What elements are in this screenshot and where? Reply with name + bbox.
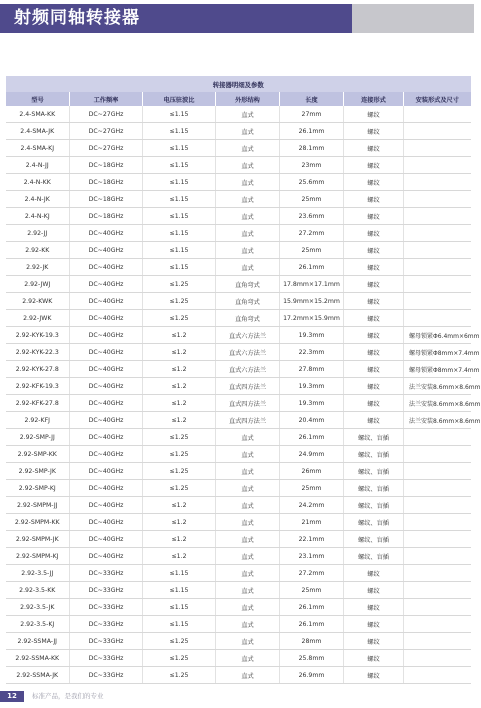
table-cell: ≤1.15 <box>143 616 216 633</box>
table-cell: 螺纹、盲插 <box>344 514 404 531</box>
table-row <box>6 616 471 633</box>
table-cell: 螺纹 <box>344 174 404 191</box>
table-cell: 直式 <box>216 565 280 582</box>
table-header-row <box>6 92 471 106</box>
table-row <box>6 429 471 446</box>
table-cell: 2.92-SMPM-KJ <box>6 548 70 565</box>
table-cell: ≤1.15 <box>143 174 216 191</box>
table-cell <box>404 259 471 276</box>
table-row <box>6 123 471 140</box>
table-cell: 法兰安装8.6mm×8.6mm <box>404 378 471 395</box>
table-cell: 螺纹 <box>344 378 404 395</box>
column-header: 连接形式 <box>344 92 404 106</box>
column-header: 外形结构 <box>216 92 280 106</box>
table-cell: 直式 <box>216 514 280 531</box>
table-cell <box>404 548 471 565</box>
table-cell: 螺纹 <box>344 140 404 157</box>
table-cell: DC~27GHz <box>70 123 143 140</box>
table-cell: 螺纹、盲插 <box>344 497 404 514</box>
table-cell: 直角弯式 <box>216 276 280 293</box>
table-cell: 螺纹、盲插 <box>344 480 404 497</box>
table-cell: 25mm <box>280 191 344 208</box>
table-cell: 26.1mm <box>280 616 344 633</box>
table-cell: ≤1.15 <box>143 157 216 174</box>
table-cell: 2.92-KYK-19.3 <box>6 327 70 344</box>
table-row <box>6 106 471 123</box>
table-cell: 直式 <box>216 140 280 157</box>
table-cell: 26.9mm <box>280 667 344 684</box>
table-cell: 螺纹 <box>344 667 404 684</box>
table-cell: 螺纹、盲插 <box>344 429 404 446</box>
table-cell: 螺纹 <box>344 276 404 293</box>
table-cell: 直式六方法兰 <box>216 327 280 344</box>
table-cell: 直式 <box>216 106 280 123</box>
table-cell: ≤1.25 <box>143 463 216 480</box>
table-cell: 螺纹 <box>344 412 404 429</box>
table-cell: DC~40GHz <box>70 242 143 259</box>
table-row <box>6 174 471 191</box>
table-cell: DC~40GHz <box>70 514 143 531</box>
table-cell <box>404 480 471 497</box>
table-cell: 2.92-SSMA-JJ <box>6 633 70 650</box>
table-cell: ≤1.15 <box>143 106 216 123</box>
table-row <box>6 633 471 650</box>
table-cell: 直式六方法兰 <box>216 344 280 361</box>
table-cell: 直式 <box>216 633 280 650</box>
table-row <box>6 565 471 582</box>
table-cell: 螺纹 <box>344 157 404 174</box>
table-cell: 2.4-SMA-KK <box>6 106 70 123</box>
table-cell: 2.92-3.5-KK <box>6 582 70 599</box>
table-cell: 25mm <box>280 582 344 599</box>
table-cell <box>404 191 471 208</box>
table-cell <box>404 463 471 480</box>
page-title: 射频同轴转接器 <box>14 8 140 28</box>
table-row <box>6 191 471 208</box>
table-cell: 螺纹 <box>344 395 404 412</box>
table-cell: 2.92-JWK <box>6 310 70 327</box>
table-cell: 螺纹 <box>344 327 404 344</box>
spec-table-container <box>5 76 481 684</box>
table-row <box>6 599 471 616</box>
table-cell: DC~40GHz <box>70 259 143 276</box>
table-cell: DC~40GHz <box>70 395 143 412</box>
table-cell: DC~18GHz <box>70 191 143 208</box>
table-cell: ≤1.25 <box>143 446 216 463</box>
table-cell <box>404 497 471 514</box>
table-cell: DC~18GHz <box>70 157 143 174</box>
table-row <box>6 140 471 157</box>
table-cell: 2.4-N-JJ <box>6 157 70 174</box>
table-cell: 螺纹 <box>344 582 404 599</box>
table-cell: 15.9mm×15.2mm <box>280 293 344 310</box>
table-cell: DC~40GHz <box>70 293 143 310</box>
table-cell: 2.92-KWK <box>6 293 70 310</box>
table-cell: DC~40GHz <box>70 310 143 327</box>
table-row <box>6 480 471 497</box>
table-cell <box>404 599 471 616</box>
table-cell: DC~40GHz <box>70 276 143 293</box>
table-cell <box>404 293 471 310</box>
table-cell: DC~40GHz <box>70 480 143 497</box>
table-cell: DC~40GHz <box>70 344 143 361</box>
table-cell: 螺母锁紧Φ6.4mm×6mm <box>404 327 471 344</box>
table-cell: 直式四方法兰 <box>216 378 280 395</box>
table-cell: 螺纹 <box>344 650 404 667</box>
table-cell: DC~33GHz <box>70 565 143 582</box>
table-cell: 2.92-KYK-27.8 <box>6 361 70 378</box>
table-cell <box>404 310 471 327</box>
table-cell: 螺纹 <box>344 106 404 123</box>
table-cell: 2.4-SMA-JK <box>6 123 70 140</box>
table-row <box>6 361 471 378</box>
table-cell: 26.1mm <box>280 123 344 140</box>
table-cell <box>404 446 471 463</box>
table-cell: 22.1mm <box>280 531 344 548</box>
table-cell: DC~27GHz <box>70 106 143 123</box>
table-row <box>6 293 471 310</box>
table-cell: 直式 <box>216 463 280 480</box>
table-cell: DC~40GHz <box>70 497 143 514</box>
table-cell: ≤1.2 <box>143 378 216 395</box>
footer-slogan: 标准产品，是我们的专业 <box>32 692 104 700</box>
table-cell: 27.2mm <box>280 225 344 242</box>
table-cell: ≤1.15 <box>143 140 216 157</box>
table-cell: ≤1.2 <box>143 531 216 548</box>
table-cell <box>404 633 471 650</box>
table-row <box>6 531 471 548</box>
table-cell: ≤1.25 <box>143 633 216 650</box>
table-cell: 27mm <box>280 106 344 123</box>
table-cell: 螺纹、盲插 <box>344 531 404 548</box>
table-cell: DC~27GHz <box>70 140 143 157</box>
column-header: 长度 <box>280 92 344 106</box>
table-cell: ≤1.15 <box>143 582 216 599</box>
table-cell: 直式 <box>216 174 280 191</box>
table-cell: 直式 <box>216 157 280 174</box>
column-header: 电压驻波比 <box>143 92 216 106</box>
table-cell: 螺纹 <box>344 616 404 633</box>
table-cell <box>404 174 471 191</box>
table-cell <box>404 531 471 548</box>
table-cell <box>404 650 471 667</box>
table-cell: 2.92-JWJ <box>6 276 70 293</box>
table-cell <box>404 514 471 531</box>
table-cell: DC~40GHz <box>70 463 143 480</box>
table-cell <box>404 123 471 140</box>
table-cell: 2.4-N-KJ <box>6 208 70 225</box>
table-cell <box>404 106 471 123</box>
table-cell: ≤1.25 <box>143 276 216 293</box>
table-cell: 螺纹 <box>344 191 404 208</box>
table-cell: DC~40GHz <box>70 446 143 463</box>
table-cell: 2.92-KFJ <box>6 412 70 429</box>
table-cell: DC~18GHz <box>70 208 143 225</box>
table-cell: 螺纹、盲插 <box>344 548 404 565</box>
table-cell: 2.92-SSMA-JK <box>6 667 70 684</box>
table-cell: 直式 <box>216 429 280 446</box>
table-cell: 2.92-SMP-KJ <box>6 480 70 497</box>
table-cell: 2.92-SMPM-JJ <box>6 497 70 514</box>
table-cell: 螺纹 <box>344 599 404 616</box>
table-cell <box>404 140 471 157</box>
table-cell: 27.2mm <box>280 565 344 582</box>
table-cell: 法兰安装8.6mm×8.6mm <box>404 412 471 429</box>
table-cell: ≤1.15 <box>143 599 216 616</box>
table-cell: 直式六方法兰 <box>216 361 280 378</box>
table-cell <box>404 225 471 242</box>
table-cell: ≤1.2 <box>143 548 216 565</box>
table-cell: 19.3mm <box>280 327 344 344</box>
table-cell: 螺纹 <box>344 565 404 582</box>
page-number: 12 <box>0 691 24 702</box>
table-cell: DC~18GHz <box>70 174 143 191</box>
table-cell: 2.4-N-KK <box>6 174 70 191</box>
table-row <box>6 548 471 565</box>
table-cell: 2.92-SMPM-KK <box>6 514 70 531</box>
table-cell: 21mm <box>280 514 344 531</box>
table-cell <box>404 242 471 259</box>
table-cell: 直角弯式 <box>216 293 280 310</box>
table-row <box>6 446 471 463</box>
table-cell: DC~40GHz <box>70 378 143 395</box>
table-row <box>6 310 471 327</box>
column-header: 工作频率 <box>70 92 143 106</box>
table-cell: 25mm <box>280 242 344 259</box>
table-cell: DC~40GHz <box>70 531 143 548</box>
table-cell: ≤1.2 <box>143 412 216 429</box>
table-cell: 17.2mm×15.9mm <box>280 310 344 327</box>
table-cell: 20.4mm <box>280 412 344 429</box>
table-cell: ≤1.2 <box>143 497 216 514</box>
table-cell: 2.92-KK <box>6 242 70 259</box>
table-cell: 螺纹、盲插 <box>344 446 404 463</box>
page-banner <box>0 4 352 33</box>
table-cell: 直式 <box>216 599 280 616</box>
table-cell <box>404 276 471 293</box>
table-cell: 螺纹 <box>344 344 404 361</box>
table-cell: ≤1.25 <box>143 293 216 310</box>
table-cell: 24.2mm <box>280 497 344 514</box>
table-cell: ≤1.15 <box>143 565 216 582</box>
table-cell: 直式 <box>216 582 280 599</box>
table-cell: 直式 <box>216 259 280 276</box>
table-cell: 26.1mm <box>280 259 344 276</box>
table-cell: 24.9mm <box>280 446 344 463</box>
table-cell: 25.6mm <box>280 174 344 191</box>
table-cell: 2.92-KFK-19.3 <box>6 378 70 395</box>
table-row <box>6 344 471 361</box>
table-cell: 直式 <box>216 531 280 548</box>
table-cell: 26mm <box>280 463 344 480</box>
table-cell: 2.92-SMP-JJ <box>6 429 70 446</box>
table-cell: 2.92-KFK-27.8 <box>6 395 70 412</box>
table-cell: 直式 <box>216 616 280 633</box>
table-row <box>6 378 471 395</box>
table-cell: 直式 <box>216 650 280 667</box>
table-cell: 2.92-SMP-JK <box>6 463 70 480</box>
table-cell: 23mm <box>280 157 344 174</box>
table-cell: 2.4-SMA-KJ <box>6 140 70 157</box>
table-cell: 28.1mm <box>280 140 344 157</box>
table-row <box>6 514 471 531</box>
table-cell: ≤1.25 <box>143 650 216 667</box>
table-cell: 2.92-SMP-KK <box>6 446 70 463</box>
column-header: 型号 <box>6 92 70 106</box>
table-row <box>6 412 471 429</box>
table-cell: 螺纹 <box>344 242 404 259</box>
table-cell: ≤1.2 <box>143 327 216 344</box>
table-row <box>6 650 471 667</box>
table-cell: DC~33GHz <box>70 616 143 633</box>
table-row <box>6 582 471 599</box>
table-cell: 螺纹、盲插 <box>344 463 404 480</box>
table-cell: DC~40GHz <box>70 412 143 429</box>
table-cell: 2.4-N-JK <box>6 191 70 208</box>
table-cell: DC~33GHz <box>70 633 143 650</box>
table-cell: 26.1mm <box>280 599 344 616</box>
table-cell: 28mm <box>280 633 344 650</box>
table-cell: ≤1.2 <box>143 361 216 378</box>
table-cell: 直式 <box>216 667 280 684</box>
table-cell: ≤1.25 <box>143 480 216 497</box>
table-cell: ≤1.15 <box>143 191 216 208</box>
table-cell: 螺母锁紧Φ8mm×7.4mm <box>404 344 471 361</box>
table-cell: 2.92-3.5-JJ <box>6 565 70 582</box>
table-cell: 螺纹 <box>344 225 404 242</box>
table-cell <box>404 208 471 225</box>
table-cell: 螺纹 <box>344 208 404 225</box>
table-cell: ≤1.15 <box>143 225 216 242</box>
table-cell: 直角弯式 <box>216 310 280 327</box>
table-row <box>6 276 471 293</box>
banner-accent-bar <box>352 4 474 33</box>
column-header: 安装形式及尺寸 <box>404 92 471 106</box>
table-cell: ≤1.2 <box>143 395 216 412</box>
table-cell: 直式 <box>216 242 280 259</box>
table-cell: 螺纹 <box>344 633 404 650</box>
table-cell: 27.8mm <box>280 361 344 378</box>
table-cell: 螺母锁紧Φ8mm×7.4mm <box>404 361 471 378</box>
table-cell: DC~40GHz <box>70 225 143 242</box>
table-cell: DC~33GHz <box>70 582 143 599</box>
table-cell: ≤1.2 <box>143 514 216 531</box>
table-cell: DC~40GHz <box>70 548 143 565</box>
table-cell: 直式 <box>216 208 280 225</box>
table-cell: DC~40GHz <box>70 361 143 378</box>
table-cell: 25.8mm <box>280 650 344 667</box>
table-cell: 23.6mm <box>280 208 344 225</box>
table-cell: ≤1.25 <box>143 310 216 327</box>
table-cell: DC~40GHz <box>70 429 143 446</box>
table-row <box>6 259 471 276</box>
table-cell: 螺纹 <box>344 293 404 310</box>
table-cell: ≤1.15 <box>143 123 216 140</box>
table-cell <box>404 582 471 599</box>
page-footer <box>0 691 474 701</box>
table-cell: 直式四方法兰 <box>216 412 280 429</box>
table-cell: 螺纹 <box>344 123 404 140</box>
table-cell: DC~33GHz <box>70 599 143 616</box>
table-cell: 2.92-JJ <box>6 225 70 242</box>
table-cell: ≤1.15 <box>143 259 216 276</box>
table-caption: 转接器明细及参数 <box>6 76 471 92</box>
table-cell: DC~40GHz <box>70 327 143 344</box>
table-cell: 螺纹 <box>344 259 404 276</box>
spec-table <box>5 76 481 684</box>
table-cell: 2.92-SMPM-JK <box>6 531 70 548</box>
table-cell: 2.92-KYK-22.3 <box>6 344 70 361</box>
table-cell: DC~33GHz <box>70 650 143 667</box>
table-cell: 19.3mm <box>280 395 344 412</box>
table-cell: 2.92-3.5-KJ <box>6 616 70 633</box>
table-row <box>6 157 471 174</box>
table-cell: 2.92-3.5-JK <box>6 599 70 616</box>
table-row <box>6 463 471 480</box>
table-cell: 25mm <box>280 480 344 497</box>
table-cell: 直式 <box>216 480 280 497</box>
table-cell: 法兰安装8.6mm×8.6mm <box>404 395 471 412</box>
table-cell: 直式 <box>216 446 280 463</box>
table-cell: 直式 <box>216 123 280 140</box>
table-cell: ≤1.15 <box>143 208 216 225</box>
table-cell <box>404 157 471 174</box>
table-row <box>6 242 471 259</box>
table-cell: 2.92-SSMA-KK <box>6 650 70 667</box>
table-cell: 2.92-JK <box>6 259 70 276</box>
table-row <box>6 225 471 242</box>
table-cell: 19.3mm <box>280 378 344 395</box>
table-cell <box>404 667 471 684</box>
table-row <box>6 667 471 684</box>
table-cell: 螺纹 <box>344 310 404 327</box>
table-cell: 直式 <box>216 548 280 565</box>
table-row <box>6 327 471 344</box>
table-cell: ≤1.25 <box>143 667 216 684</box>
table-cell: 直式四方法兰 <box>216 395 280 412</box>
table-cell: 23.1mm <box>280 548 344 565</box>
table-cell: 26.1mm <box>280 429 344 446</box>
table-row <box>6 497 471 514</box>
table-cell: 直式 <box>216 497 280 514</box>
table-cell: 直式 <box>216 225 280 242</box>
table-cell <box>404 429 471 446</box>
table-cell: ≤1.15 <box>143 242 216 259</box>
table-cell: 直式 <box>216 191 280 208</box>
table-cell: ≤1.25 <box>143 429 216 446</box>
table-cell: 17.8mm×17.1mm <box>280 276 344 293</box>
table-cell <box>404 616 471 633</box>
table-row <box>6 395 471 412</box>
table-cell: 22.3mm <box>280 344 344 361</box>
table-row <box>6 208 471 225</box>
table-cell: ≤1.2 <box>143 344 216 361</box>
table-cell: DC~33GHz <box>70 667 143 684</box>
table-cell <box>404 565 471 582</box>
table-body <box>6 106 481 684</box>
table-cell: 螺纹 <box>344 361 404 378</box>
